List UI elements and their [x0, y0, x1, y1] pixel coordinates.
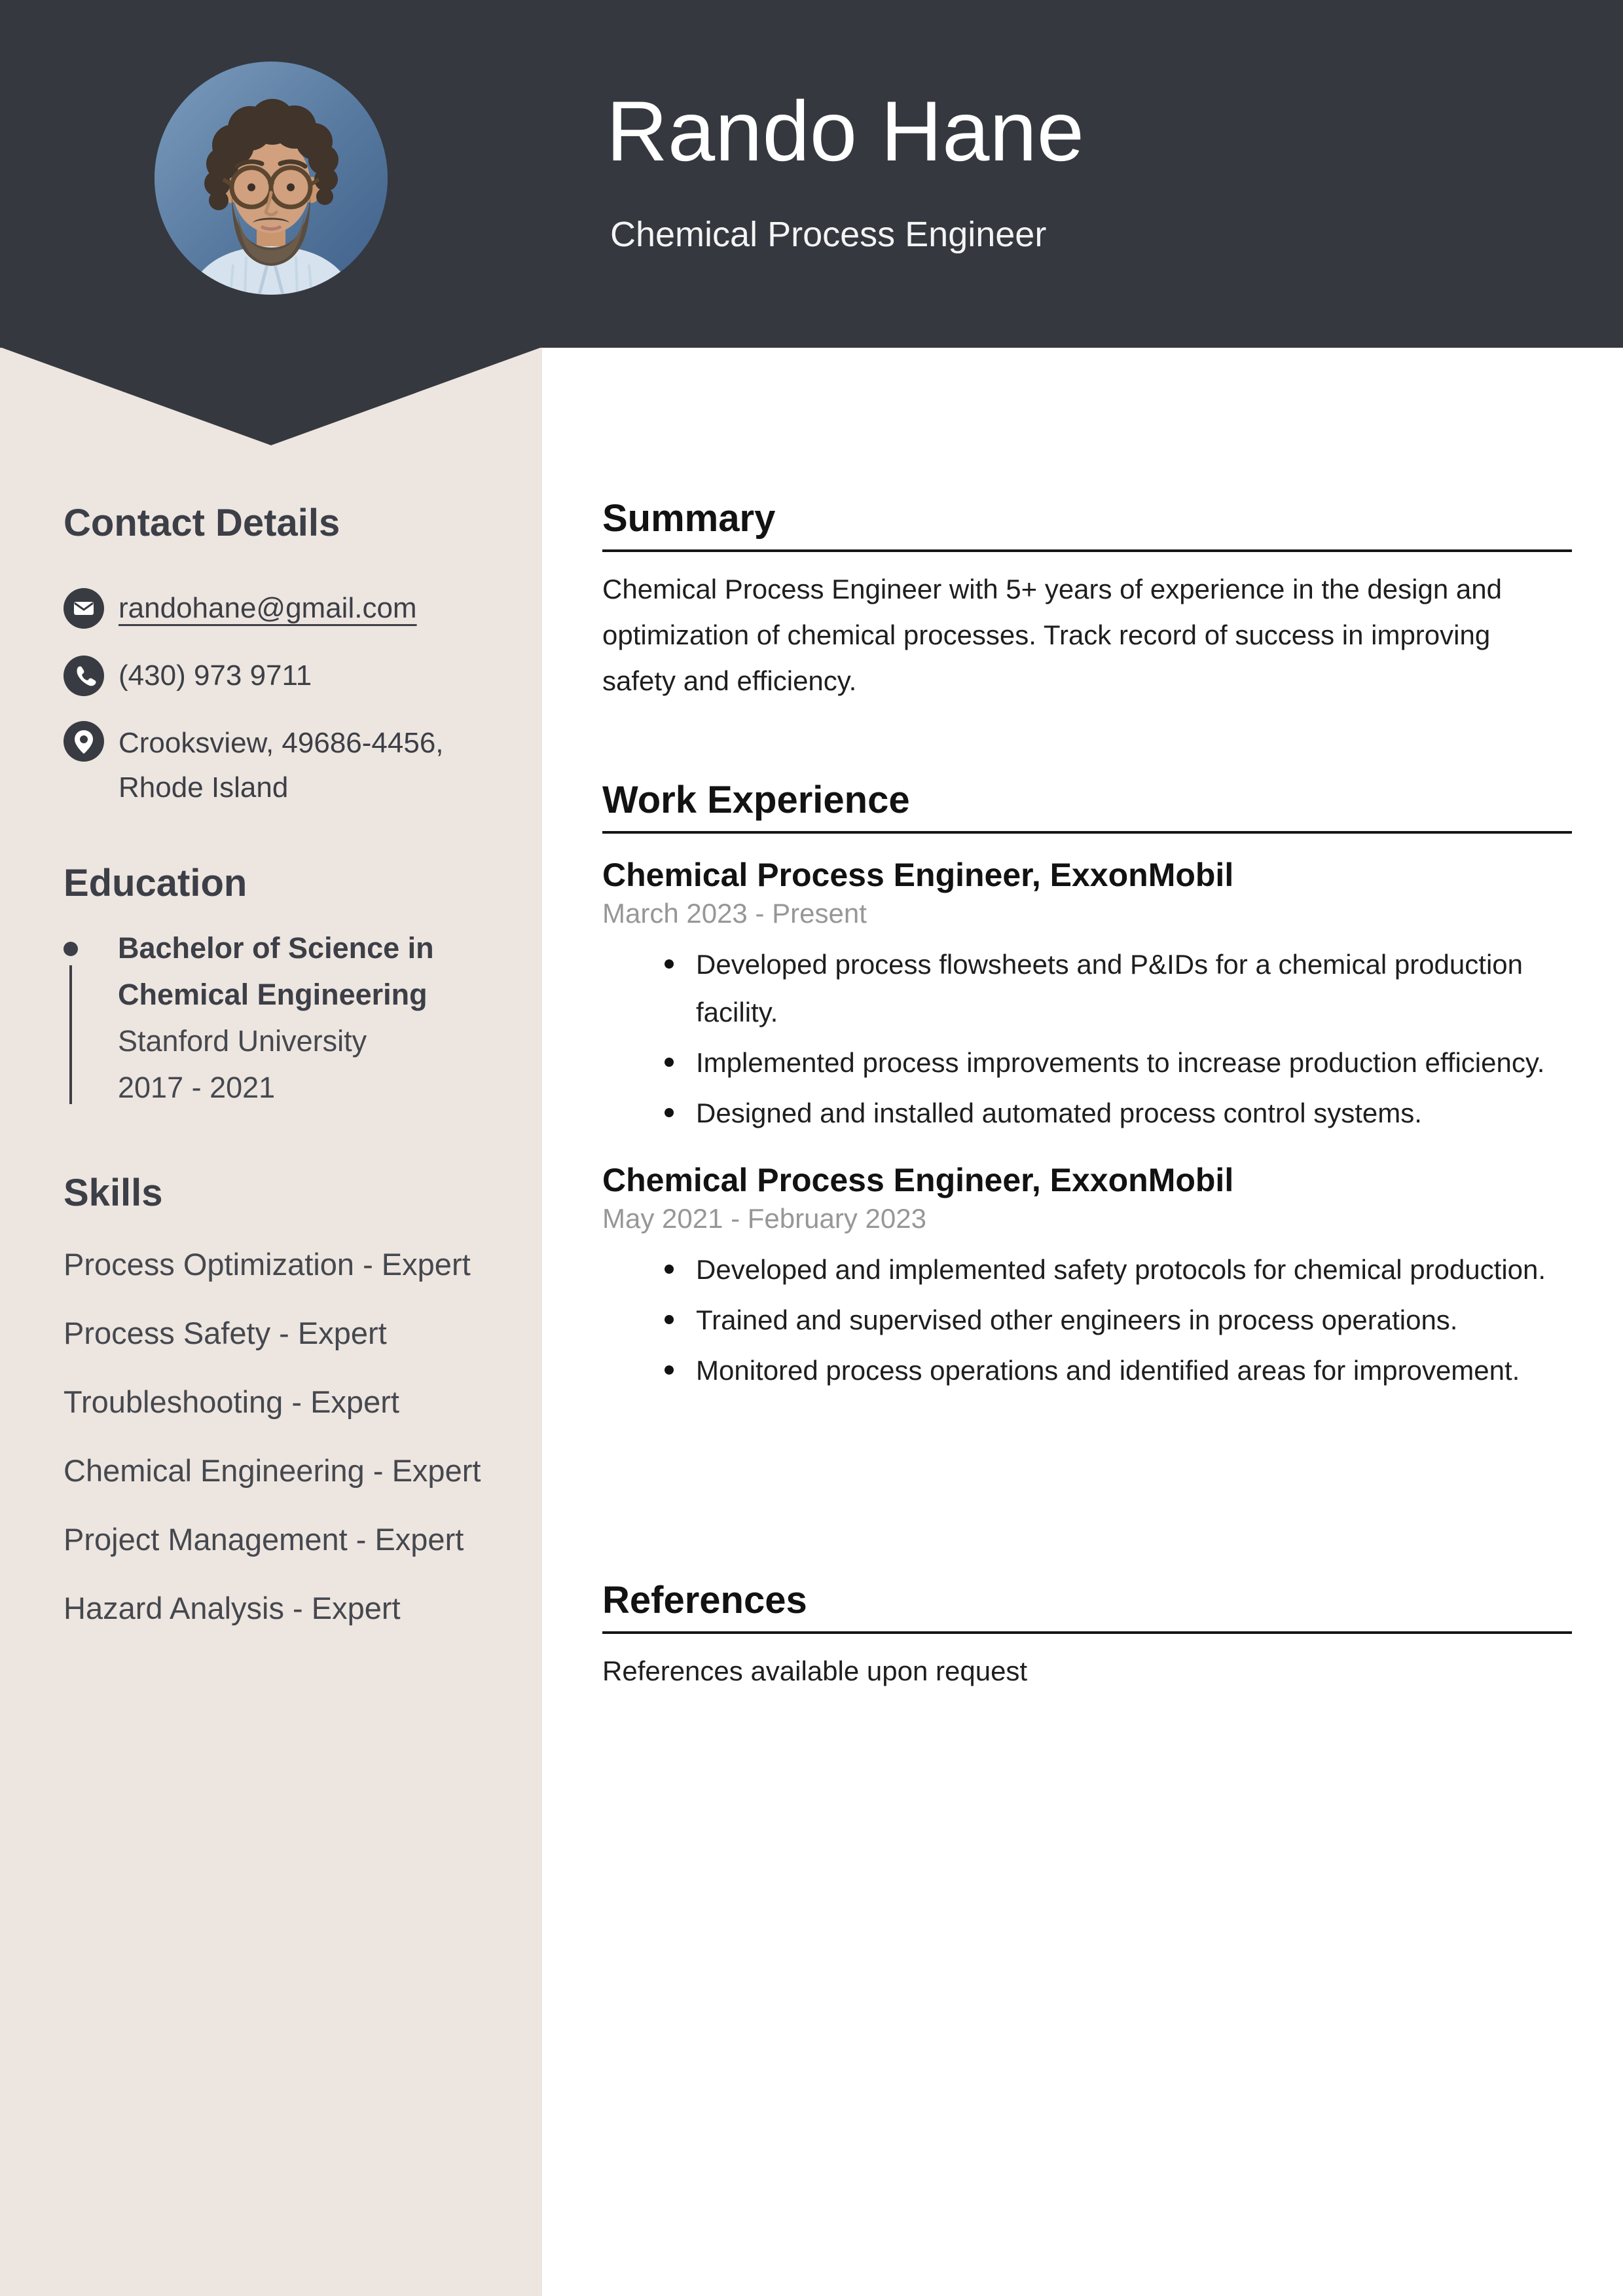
references-section [602, 1579, 1572, 1694]
skill-item: Hazard Analysis - Expert [64, 1591, 401, 1625]
contact-row-email [64, 586, 496, 631]
timeline-marker [64, 925, 118, 1111]
summary-section [602, 497, 1572, 704]
contact-row-phone [64, 654, 496, 698]
job-entry [602, 1160, 1572, 1394]
school-name: Stanford University [118, 1024, 367, 1058]
job-title: Chemical Process Engineer, ExxonMobil [602, 1162, 1234, 1198]
phone-value: (430) 973 9711 [119, 659, 312, 692]
job-dates: May 2021 - February 2023 [602, 1203, 926, 1234]
job-bullet: Trained and supervised other engineers in process operations. [602, 1296, 1573, 1344]
role-subtitle: Chemical Process Engineer [610, 215, 1047, 254]
skills-section [64, 1174, 496, 1661]
education-entry [64, 925, 496, 1111]
summary-heading: Summary [602, 497, 776, 540]
education-heading: Education [64, 862, 247, 904]
education-dates: 2017 - 2021 [118, 1071, 276, 1104]
degree-title: Bachelor of Science in Chemical Engineering [118, 931, 434, 1011]
location-line1: Crooksview, 49686-4456, [119, 727, 444, 759]
portrait-photo-illustration [155, 62, 388, 295]
location-value [119, 721, 444, 810]
contact-heading: Contact Details [64, 502, 340, 544]
contact-row-location [64, 721, 496, 810]
work-heading: Work Experience [602, 779, 910, 821]
job-title: Chemical Process Engineer, ExxonMobil [602, 857, 1234, 893]
job-bullet: Monitored process operations and identified areas for improvement. [602, 1346, 1573, 1394]
timeline-dot-icon [64, 942, 78, 956]
job-bullet: Designed and installed automated process control systems. [602, 1089, 1573, 1137]
work-experience-section [602, 781, 1572, 1397]
section-divider [602, 831, 1572, 834]
map-pin-icon [64, 721, 104, 762]
skill-item: Troubleshooting - Expert [64, 1384, 399, 1419]
skill-item: Process Optimization - Expert [64, 1247, 471, 1282]
education-section [64, 864, 496, 1111]
avatar [155, 62, 388, 295]
summary-text: Chemical Process Engineer with 5+ years of experience in the design and optimization of chemical processes. Track record of success in improving safety and efficiency. [602, 574, 1502, 696]
job-dates: March 2023 - Present [602, 898, 867, 929]
references-heading: References [602, 1579, 807, 1621]
skill-item: Chemical Engineering - Expert [64, 1453, 481, 1488]
skill-item: Project Management - Expert [64, 1522, 464, 1557]
skill-item: Process Safety - Expert [64, 1316, 387, 1350]
email-value [119, 586, 417, 631]
job-bullet-list [602, 1246, 1572, 1394]
education-details [118, 925, 491, 1111]
job-bullet: Developed process flowsheets and P&IDs for a chemical production facility. [602, 940, 1573, 1036]
job-bullet: Developed and implemented safety protocols for chemical production. [602, 1246, 1573, 1293]
section-divider [602, 1631, 1572, 1634]
job-bullet: Implemented process improvements to increase production efficiency. [602, 1039, 1573, 1086]
page-title: Rando Hane [606, 83, 1084, 179]
section-divider [602, 549, 1572, 552]
skill-list [64, 1249, 496, 1623]
envelope-icon [64, 588, 104, 629]
job-bullet-list [602, 940, 1572, 1137]
timeline-line [69, 965, 72, 1104]
job-entry [602, 855, 1572, 1137]
location-line2: Rhode Island [119, 771, 289, 804]
email-link[interactable]: randohane@gmail.com [119, 592, 417, 624]
contact-section [64, 504, 496, 810]
phone-icon [64, 656, 104, 696]
skills-heading: Skills [64, 1172, 163, 1214]
references-text: References available upon request [602, 1656, 1028, 1686]
